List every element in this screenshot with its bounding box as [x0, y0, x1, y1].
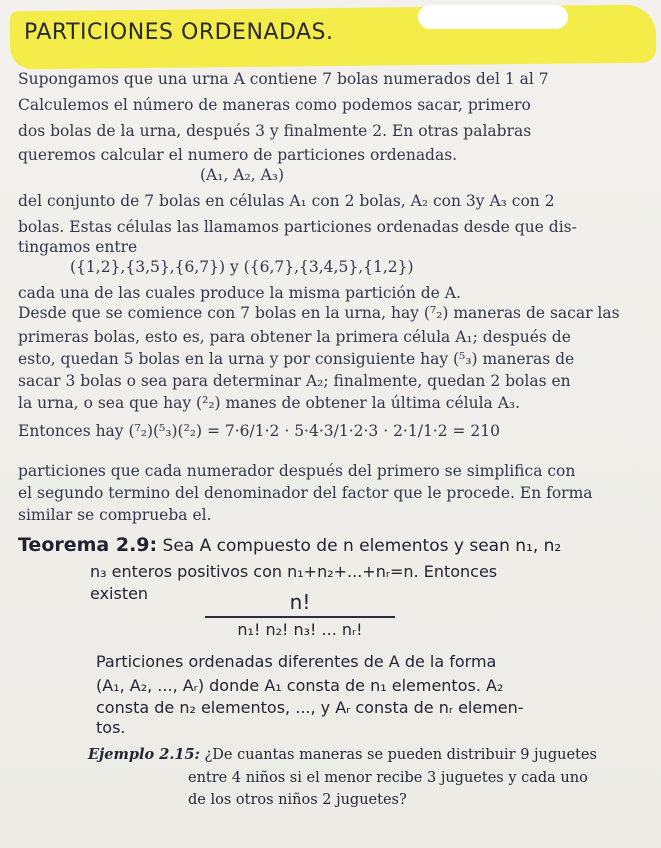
paragraph-line: cada una de las cuales produce la misma partición de A. [18, 284, 461, 302]
paragraph-line: la urna, o sea que hay (²₂) manes de obtener la última célula A₃. [18, 394, 521, 412]
theorem-heading [18, 534, 561, 556]
paragraph-line: dos bolas de la urna, después 3 y finalmente 2. En otras palabras [18, 122, 532, 140]
paragraph-line: queremos calcular el numero de particiones ordenadas. [18, 146, 458, 164]
paragraph-line: primeras bolas, esto es, para obtener la primera célula A₁; después de [18, 328, 571, 346]
theorem-label: Teorema 2.9: [18, 534, 158, 556]
paragraph-line: particiones que cada numerador después del primero se simplifica con [18, 462, 576, 480]
paragraph-line: Supongamos que una urna A contiene 7 bolas numerados del 1 al 7 [18, 70, 549, 88]
paragraph-line: tingamos entre [18, 238, 138, 256]
redacted-area [418, 5, 568, 29]
paragraph-line: Entonces hay (⁷₂)(⁵₃)(²₂) = 7·6/1·2 · 5·4·3/1·2·3 · 2·1/1·2 = 210 [18, 422, 501, 440]
theorem-line: (A₁, A₂, ..., Aᵣ) donde A₁ consta de n₁ elementos. A₂ [96, 676, 504, 695]
example-line: de los otros niños 2 juguetes? [188, 792, 407, 808]
theorem-line: Particiones ordenadas diferentes de A de la forma [96, 652, 497, 671]
fraction-numerator: n! [289, 590, 311, 614]
theorem-line: existen [90, 584, 149, 603]
fraction-bar [205, 616, 395, 618]
paragraph-line: esto, quedan 5 bolas en la urna y por consiguiente hay (⁵₃) maneras de [18, 350, 575, 368]
paragraph-line: sacar 3 bolas o sea para determinar A₂; finalmente, quedan 2 bolas en [18, 372, 571, 390]
paragraph-line: similar se comprueba el. [18, 506, 212, 524]
paragraph-line: del conjunto de 7 bolas en células A₁ con 2 bolas, A₂ con 3y A₃ con 2 [18, 192, 555, 210]
theorem-line: consta de n₂ elementos, ..., y Aᵣ consta de nᵣ elemen- [96, 698, 524, 717]
example-text: ¿De cuantas maneras se pueden distribuir 9 juguetes [204, 747, 597, 763]
example-heading [88, 746, 597, 763]
paragraph-line: Calculemos el número de maneras como podemos sacar, primero [18, 96, 531, 114]
theorem-line: tos. [96, 718, 126, 737]
paragraph-line: Desde que se comience con 7 bolas en la urna, hay (⁷₂) maneras de sacar las [18, 304, 620, 322]
paragraph-line: el segundo termino del denominador del factor que le procede. En forma [18, 484, 593, 502]
fraction-denominator: n₁! n₂! n₃! ... nᵣ! [237, 619, 363, 639]
example-sets: ({1,2},{3,5},{6,7}) y ({6,7},{3,4,5},{1,2}) [70, 258, 414, 276]
paragraph-line: bolas. Estas células las llamamos particiones ordenadas desde que dis- [18, 218, 577, 236]
example-label: Ejemplo 2.15: [88, 746, 200, 763]
theorem-line: n₃ enteros positivos con n₁+n₂+...+nᵣ=n. Entonces [90, 562, 498, 581]
partition-tuple: (A₁, A₂, A₃) [200, 166, 285, 184]
page-title: PARTICIONES ORDENADAS. [24, 20, 334, 45]
theorem-text: Sea A compuesto de n elementos y sean n₁, n₂ [162, 536, 562, 556]
example-line: entre 4 niños si el menor recibe 3 juguetes y cada uno [188, 770, 588, 786]
theorem-fraction [205, 590, 395, 639]
